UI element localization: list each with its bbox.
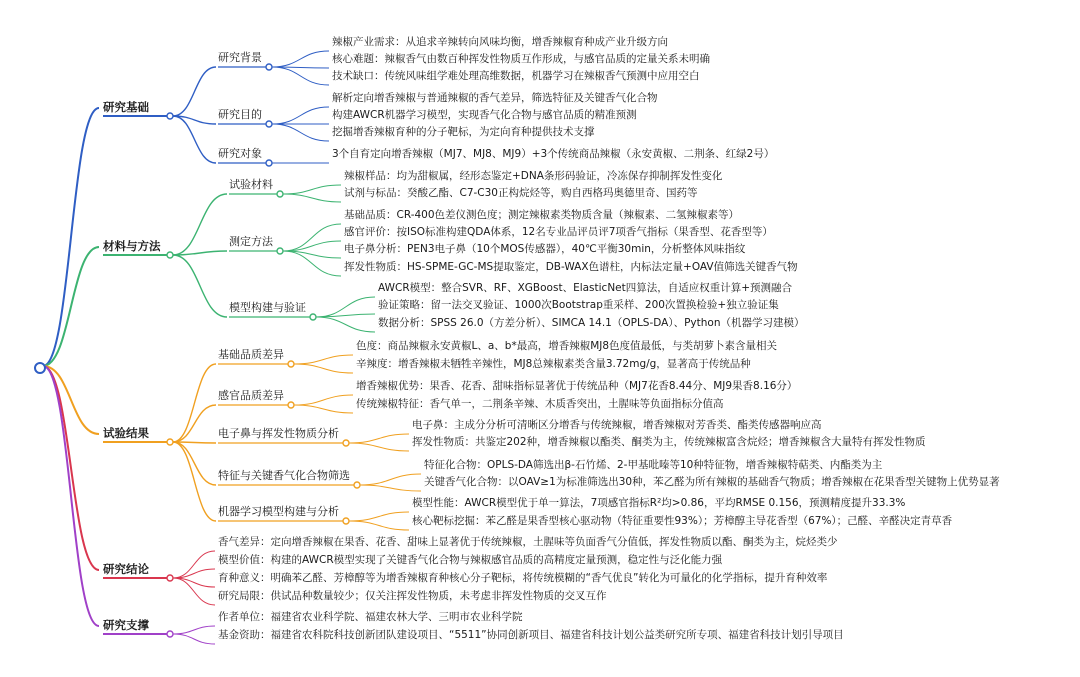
- detail-connector: [283, 224, 341, 251]
- topic-label[interactable]: 试验材料: [229, 178, 273, 191]
- detail-connector: [316, 314, 375, 317]
- detail-text: 基金资助：福建省农科院科技创新团队建设项目、“5511”协同创新项目、福建省科技计划公益类研究所专项、福建省科技计划引导项目: [218, 629, 844, 641]
- topic-toggle-node[interactable]: [277, 248, 283, 254]
- branch-toggle-node[interactable]: [167, 252, 173, 258]
- topic-connector: [173, 255, 227, 317]
- branch-toggle-node[interactable]: [167, 575, 173, 581]
- topic-connector: [173, 405, 216, 442]
- topic-toggle-node[interactable]: [288, 361, 294, 367]
- detail-connector: [294, 355, 353, 364]
- detail-text: 解析定向增香辣椒与普通辣椒的香气差异，筛选特征及关键香气化合物: [332, 92, 658, 104]
- branch-toggle-node[interactable]: [167, 113, 173, 119]
- detail-connector: [283, 241, 341, 251]
- detail-text: 数据分析：SPSS 26.0（方差分析）、SIMCA 14.1（OPLS-DA）、Python（机器学习建模）: [378, 317, 805, 329]
- topic-label[interactable]: 模型构建与验证: [229, 301, 306, 314]
- detail-connector: [349, 434, 409, 443]
- mindmap-root-node[interactable]: [34, 362, 46, 374]
- detail-connector: [349, 512, 409, 521]
- detail-connector: [173, 626, 215, 634]
- detail-connector: [283, 194, 341, 202]
- topic-label[interactable]: 机器学习模型构建与分析: [218, 505, 339, 518]
- detail-connector: [294, 395, 353, 405]
- topic-label[interactable]: 感官品质差异: [218, 389, 284, 402]
- detail-connector: [294, 405, 353, 413]
- detail-text: 试剂与标品：癸酸乙酯、C7-C30正构烷烃等，购自西格玛奥德里奇、国药等: [344, 187, 698, 199]
- topic-label[interactable]: 研究背景: [218, 51, 262, 64]
- topic-label[interactable]: 测定方法: [229, 235, 273, 248]
- detail-connector: [349, 521, 409, 530]
- detail-text: 关键香气化合物：以OAV≥1为标准筛选出30种，苯乙醛为所有辣椒的基础香气物质；增香辣椒在花果香型关键物上优势显著: [424, 476, 1000, 488]
- detail-connector: [272, 67, 329, 85]
- detail-text: 挥发性物质：共鉴定202种，增香辣椒以酯类、酮类为主，传统辣椒富含烷烃；增香辣椒含大量特有挥发性物质: [412, 436, 926, 448]
- detail-text: 香气差异：定向增香辣椒在果香、花香、甜味上显著优于传统辣椒，土腥味等负面香气分值低，挥发性物质以酯、酮类为主，烷烃类少: [218, 536, 838, 548]
- detail-connector: [360, 474, 421, 485]
- topic-toggle-node[interactable]: [277, 191, 283, 197]
- detail-connector: [173, 634, 215, 644]
- detail-connector: [272, 124, 329, 141]
- detail-text: 育种意义：明确苯乙醛、芳樟醇等为增香辣椒育种核心分子靶标，将传统模糊的“香气优良”转化为可量化的化学指标，提升育种效率: [218, 572, 828, 584]
- detail-text: 挖掘增香辣椒育种的分子靶标，为定向育种提供技术支撑: [332, 126, 595, 138]
- detail-text: 核心难题：辣椒香气由数百种挥发性物质互作形成，与感官品质的定量关系未明确: [332, 53, 710, 65]
- detail-connector: [349, 443, 409, 451]
- detail-text: 辛辣度：增香辣椒未牺牲辛辣性，MJ8总辣椒素类含量3.72mg/g，显著高于传统品种: [356, 358, 751, 370]
- detail-text: 辣椒样品：均为甜椒属，经形态鉴定+DNA条形码验证，冷冻保存抑制挥发性变化: [344, 170, 723, 182]
- topic-toggle-node[interactable]: [266, 160, 272, 166]
- detail-connector: [360, 485, 421, 491]
- detail-connector: [272, 107, 329, 124]
- detail-text: 模型性能：AWCR模型优于单一算法，7项感官指标R²均>0.86，平均RMSE 0.156，预测精度提升33.3%: [412, 497, 906, 509]
- branch-label[interactable]: 材料与方法: [103, 239, 161, 253]
- branch-label[interactable]: 试验结果: [103, 426, 149, 440]
- topic-toggle-node[interactable]: [266, 64, 272, 70]
- detail-text: 电子鼻分析：PEN3电子鼻（10个MOS传感器），40℃平衡30min，分析整体风味指纹: [344, 243, 746, 255]
- topic-toggle-node[interactable]: [266, 121, 272, 127]
- detail-text: 基础品质：CR-400色差仪测色度；测定辣椒素类物质含量（辣椒素、二氢辣椒素等）: [344, 209, 740, 221]
- topic-label[interactable]: 特征与关键香气化合物筛选: [218, 469, 350, 482]
- topic-toggle-node[interactable]: [310, 314, 316, 320]
- detail-text: 作者单位：福建省农业科学院、福建农林大学、三明市农业科学院: [218, 611, 523, 623]
- detail-text: 验证策略：留一法交叉验证、1000次Bootstrap重采样、200次置换检验+独立验证集: [378, 299, 779, 311]
- branch-connector: [43, 366, 99, 570]
- branch-connector: [43, 108, 99, 366]
- branch-toggle-node[interactable]: [167, 439, 173, 445]
- topic-connector: [173, 442, 216, 485]
- topic-connector: [173, 194, 227, 255]
- detail-connector: [272, 51, 329, 67]
- branch-toggle-node[interactable]: [167, 631, 173, 637]
- detail-text: 挥发性物质：HS-SPME-GC-MS提取鉴定，DB-WAX色谱柱，内标法定量+OAV值筛选关键香气物: [344, 261, 798, 273]
- detail-connector: [316, 317, 375, 332]
- detail-text: 特征化合物：OPLS-DA筛选出β-石竹烯、2-甲基吡嗪等10种特征物，增香辣椒特萜类、内酯类为主: [424, 459, 883, 471]
- detail-text: 3个自育定向增香辣椒（MJ7、MJ8、MJ9）+3个传统商品辣椒（永安黄椒、二荆条、红绿2号）: [332, 148, 775, 160]
- detail-text: 构建AWCR机器学习模型，实现香气化合物与感官品质的精准预测: [332, 109, 637, 121]
- topic-label[interactable]: 研究对象: [218, 147, 262, 160]
- branch-connector: [43, 247, 99, 366]
- topic-connector: [173, 67, 216, 116]
- detail-text: 辣椒产业需求：从追求辛辣转向风味均衡，增香辣椒育种成产业升级方向: [332, 36, 668, 48]
- topic-label[interactable]: 基础品质差异: [218, 348, 284, 361]
- topic-label[interactable]: 研究目的: [218, 108, 262, 121]
- detail-text: 研究局限：供试品种数量较少；仅关注挥发性物质，未考虑非挥发性物质的交叉互作: [218, 590, 607, 602]
- detail-text: 传统辣椒特征：香气单一，二荆条辛辣、木质香突出，土腥味等负面指标分值高: [356, 398, 724, 410]
- topic-label[interactable]: 电子鼻与挥发性物质分析: [218, 427, 339, 440]
- detail-connector: [283, 185, 341, 194]
- topic-connector: [173, 364, 216, 442]
- detail-text: 增香辣椒优势：果香、花香、甜味指标显著优于传统品种（MJ7花香8.44分、MJ9果香8.16分）: [356, 380, 798, 392]
- detail-text: AWCR模型：整合SVR、RF、XGBoost、ElasticNet四算法，自适应权重计算+预测融合: [378, 282, 793, 294]
- detail-text: 核心靶标挖掘：苯乙醛是果香型核心驱动物（特征重要性93%）；芳樟醇主导花香型（67%）；己醛、辛醛决定青草香: [412, 515, 953, 527]
- topic-toggle-node[interactable]: [288, 402, 294, 408]
- detail-text: 电子鼻：主成分分析可清晰区分增香与传统辣椒，增香辣椒对芳香类、酯类传感器响应高: [412, 419, 822, 431]
- detail-text: 模型价值：构建的AWCR模型实现了关键香气化合物与辣椒感官品质的高精度定量预测，稳定性与泛化能力强: [218, 554, 723, 566]
- topic-connector: [173, 442, 216, 521]
- detail-text: 色度：商品辣椒永安黄椒L、a、b*最高，增香辣椒MJ8色度值最低，与类胡萝卜素含量相关: [356, 340, 778, 352]
- branch-label[interactable]: 研究结论: [103, 562, 149, 576]
- detail-text: 技术缺口：传统风味组学难处理高维数据，机器学习在辣椒香气预测中应用空白: [332, 70, 700, 82]
- topic-toggle-node[interactable]: [343, 518, 349, 524]
- topic-toggle-node[interactable]: [354, 482, 360, 488]
- detail-text: 感官评价：按ISO标准构建QDA体系，12名专业品评员评7项香气指标（果香型、花香型等）: [344, 226, 773, 238]
- detail-connector: [294, 364, 353, 373]
- branch-connector: [43, 366, 99, 626]
- branch-label[interactable]: 研究支撑: [103, 618, 149, 632]
- topic-toggle-node[interactable]: [343, 440, 349, 446]
- branch-label[interactable]: 研究基础: [103, 100, 149, 114]
